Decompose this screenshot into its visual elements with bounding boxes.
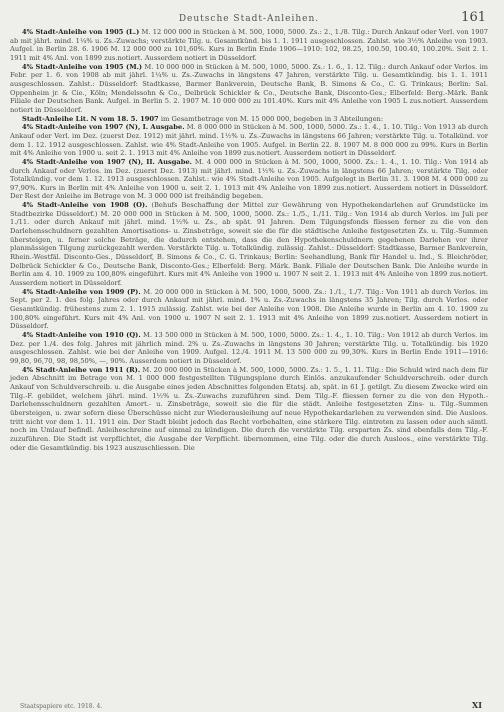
- footer-signature: Staatspapiere etc. 1918. 4.: [20, 703, 103, 710]
- section-text: M. 8 000 000 in Stücken à M. 500, 1000, 5000. Zs.: 1. 4., 1. 10. Tilg.: Von 1913 ab durch Ankauf oder Verl. im Dez. (zuerst Dez. 1912) mit jährl. mind. 1½% u. Zs.-Zuwachs in längstens 66 Jahren; verstärkte Tilg. u. Totalkünd. vor dem 1. 12. 1912 ausgeschlossen. Zahlst. wie 4% Stadt-Anleihe von 1905. Aufgel. in Berlin 22. 8. 1907 M. 8 000 000 zu 99%. Kurs in Berlin mit 4% Anleihe von 1900 u. seit 2. 1. 1913 mit 4% Anleihe von 1899 zus.notiert. Ausserdem notiert in Düsseldorf.: [10, 123, 488, 158]
- section-heading: 4% Stadt-Anleihe von 1909 (P).: [22, 287, 141, 296]
- section-heading: 4% Stadt-Anleihe von 1911 (R).: [22, 365, 141, 374]
- section-text: M. 12 000 000 in Stücken à M. 500, 1000, 5000. Zs.: 2., 1./8. Tilg.: Durch Ankauf oder Verl. von 1907 ab mit jährl. mind. 1¼% u. Zs.-Zuwachs; verstärkte Tilg. u. Gesamtkünd. bis 1. 1. 1911 ausgeschlossen. Zahlst. wie 3½% Anleihe von 1903. Aufgel. in Berlin 28. 6. 1906 M. 12 000 000 zu 101,60%. Kurs in Berlin Ende 1906—1910: 102, 98.25, 100.50, 100.40, 100.20%. Seit 2. 1. 1911 mit 4% Anl. von 1899 zus.notiert. Ausserdem notiert in Düsseldorf.: [10, 28, 488, 62]
- page-number: 161: [461, 10, 486, 25]
- section-heading: Stadt-Anleihe Lit. N vom 18. 5. 1907: [22, 114, 159, 123]
- section-6: [10, 201, 488, 288]
- section-heading: 4% Stadt-Anleihe von 1905 (L.): [22, 28, 140, 36]
- section-3: [10, 115, 488, 124]
- section-heading: 4% Stadt-Anleihe von 1905 (M.): [22, 62, 143, 71]
- running-title: Deutsche Stadt-Anleihen.: [178, 14, 320, 24]
- section-8: [10, 331, 488, 366]
- section-text: M. 4 000 000 in Stücken à M. 500, 1000, 5000. Zs.: 1. 4., 1. 10. Tilg.: Von 1914 ab durch Ankauf oder Verlos. im Dez. (zuerst Dez. 1913) mit jährl. mind. 1½% u. Zs.-Zuwachs in längstens 66 Jahren; verstärkte Tilg. oder Totalkündig. vor dem 1. 12. 1913 ausgeschlossen. Zahlst.: wie 4% Stadt-Anleihe von 1905. Aufgelegt in Berlin 31. 3. 1908 M. 4 000 000 zu 97,90%. Kurs in Berlin mit 4% Anleihe von 1900 u. seit 2. 1. 1913 mit 4% Anleihe von 1899 zus.notiert. Ausserdem notiert in Düsseldorf. Der Rest der Anleihe im Betrage von M. 3 000 000 ist freihändig begeben.: [10, 157, 488, 201]
- section-text: (Behufs Beschaffung der Mittel zur Gewährung von Hypothekendarlehen auf Grundstücke im Stadtbezirke Düsseldorf.) M. 20 000 000 in Stücken à M. 500, 1000, 5000. Zs.: 1./5., 1./11. Tilg.: Von 1914 ab durch Verlos. im Juli per 1./11. oder durch Ankauf mit jährl. mind. 1½% u. Zs., ab spät. 91 Jahren. Dem Tilgungsfonds fliessen ferner zu die von den Darlehensschuldnern gezahlten Amortisations- u. Zinsbeträge, soweit sie die für die städtische Anleihe festgesetzten Zs. u. Tilg.-Summen übersteigen, u. ferner solche Beträge, die dadurch entstehen, dass die den Hypothekenschuldnern gegebenen Darlehen vor ihrer planmässigen Tilgung zurückgezahlt werden. Verstärkte Tilg. u. Totalkündig. zulässig. Zahlst.: Düsseldorf: Stadtkasse, Barmer Bankverein, Rhein.-Westfäl. Disconto-Ges., Düsseldorf, B. Simons & Co., C. G. Trinkaus; Berlin: Seehandlung, Bank für Handel u. Ind., S. Bleichröder, Delbrück Schickler & Co., Deutsche Bank, Disconto-Ges.; Elberfeld: Berg. Märk. Bank. Filiale der Deutschen Bank. Die Anleihe wurde in Berlin am 4. 10. 1909 zu 100,80% eingeführt. Kurs mit 4% Anleihe von 1900 u. 1907 N seit 2. 1. 1913 mit 4% Anleihe von 1899 zus.notiert. Ausserdem notiert in Düsseldorf.: [10, 201, 488, 288]
- section-heading: 4% Stadt-Anleihe von 1910 (Q).: [22, 330, 141, 339]
- section-text: M. 20 000 000 in Stücken à M. 500, 1000, 5000. Zs.: 1./1., 1./7. Tilg.: Von 1911 ab durch Verlos. im Sept. per 2. 1. des folg. Jahres oder durch Ankauf mit jährl. mind. 1% u. Zs.-Zuwachs in längstens 35 Jahren; Tilg. durch Verlos. oder Gesamtkündig. frühestens zum 2. 1. 1915 zulässig. Zahlst. wie bei der Anleihe von 1908. Die Anleihe wurde in Berlin am 4. 10. 1909 zu 100,80% eingeführt. Kurs mit 4% Anl. von 1900 u. 1907 N seit 2. 1. 1913 mit 4% Anleihe von 1899 zus.notiert. Ausserdem notiert in Düsseldorf.: [10, 287, 488, 331]
- section-1: [10, 28, 488, 63]
- section-9: [10, 366, 488, 453]
- page-header: [10, 10, 488, 28]
- section-5: [10, 158, 488, 201]
- section-heading: 4% Stadt-Anleihe von 1907 (N), II. Ausgabe.: [22, 157, 192, 166]
- section-heading: 4% Stadt-Anleihe von 1908 (O).: [22, 201, 148, 210]
- sheet-number: XI: [472, 700, 482, 710]
- section-heading: 4% Stadt-Anleihe von 1907 (N), I. Ausgabe.: [22, 123, 185, 132]
- section-2: [10, 63, 488, 115]
- section-7: [10, 288, 488, 331]
- page-footer: [10, 698, 488, 710]
- section-4: [10, 123, 488, 158]
- section-text: M. 20 000 000 in Stücken à M. 500, 1000, 5000. Zs.: 1. 5., 1. 11. Tilg.: Die Schuld wird nach dem für jeden Abschnitt im Betrage von M. 1 000 000 festgestellten Tilgungsplane durch Einlös. anzukaufender Schuldverschreib. oder durch Ankauf von Schuldverschreib. u. die Ausgabe eines jeden Abschnittes folgenden Etatsj. ab, spät. in 61 J. getilgt. Zu diesem Zwecke wird ein Tilg.-F. gebildet, welchem jährl. mind. 1½% u. Zs.-Zuwachs zuzuführen sind. Dem Tilg.-F. fliessen ferner zu die von den Hypoth.-Darlehensschuldnern gezahlten Amort.- u. Zinsbeträge, soweit sie die für die städt. Anleihe festgesetzten Zins- u. Tilg.-Summen übersteigen, u. zwar sofern diese Überschüsse nicht zur Wiederausleihung auf neue Hypothekardarlehen zu verwenden sind. Die Ausloos. tritt nicht vor dem 1. 11. 1911 ein. Der Stadt bleibt jedoch das Recht vorbehalten, eine stärkere Tilg. eintreten zu lassen oder auch sämtl. noch im Umlauf befindl. Anleiheschreine auf einmal zu kündigen. Die durch die verstärkte Tilg. ersparten Zs. sind ebenfalls dem Tilg.-F. zuzuführen. Die Stadt ist verpflichtet, die Ausgabe der Verpflicht. übernommen, eine Tilg. oder die durch Ausloos., eine verstärkte Tilg. oder die Gesamtkündig. bis 1923 auszuschliessen. Die: [10, 365, 488, 452]
- document-body: [10, 28, 488, 452]
- section-text: M. 13 500 000 in Stücken à M. 500, 1000, 5000. Zs.: 1. 4., 1. 10. Tilg.: Von 1912 ab durch Verlos. im Dez. per 1./4. des folg. Jahres mit jährlich mind. 2% u. Zs.-Zuwachs in längstens 30 Jahren; verstärkte Tilg. u. Totalkündig. bis 1920 ausgeschlossen. Zahlst. wie bei der Anleihe von 1909. Aufgel. 12./4. 1911 M. 13 500 000 zu 99,30%. Kurs in Berlin Ende 1911—1916: 99,80, 96,70, 98, 98,50%, —, 90%. Ausserdem notiert in Düsseldorf.: [10, 330, 488, 365]
- section-text: im Gesamtbetrage von M. 15 000 000, begeben in 3 Abteilungen:: [160, 114, 384, 123]
- section-text: M. 10 000 000 in Stücken à M. 500, 1000, 5000. Zs.: 1. 6., 1. 12. Tilg.: durch Ankauf oder Verlos. im Febr. per 1. 6. von 1908 ab mit jährl. 1¼% u. Zs.-Zuwachs in längstens 47 Jahren, verstärkte Tilg. u. Gesamtkündig. bis 1. 1. 1911 ausgeschlossen. Zahlst.: Düsseldorf: Stadtkasse, Barmer Bankverein, Deutsche Bank, B. Simons & Co., C. G. Trinkaus; Berlin: Sal. Oppenheim jr. & Cie., Köln; Mendelssohn & Co., Delbrück Schickler & Co., Deutsche Bank, Disconto-Ges.; Elberfeld: Berg.-Märk. Bank Filiale der Deutschen Bank. Aufgel. in Berlin 5. 2. 1907 M. 10 000 000 zu 101.40%. Kurs mit 4% Anleihe von 1905 L zus.notiert. Ausserdem notiert in Düsseldorf.: [10, 62, 488, 114]
